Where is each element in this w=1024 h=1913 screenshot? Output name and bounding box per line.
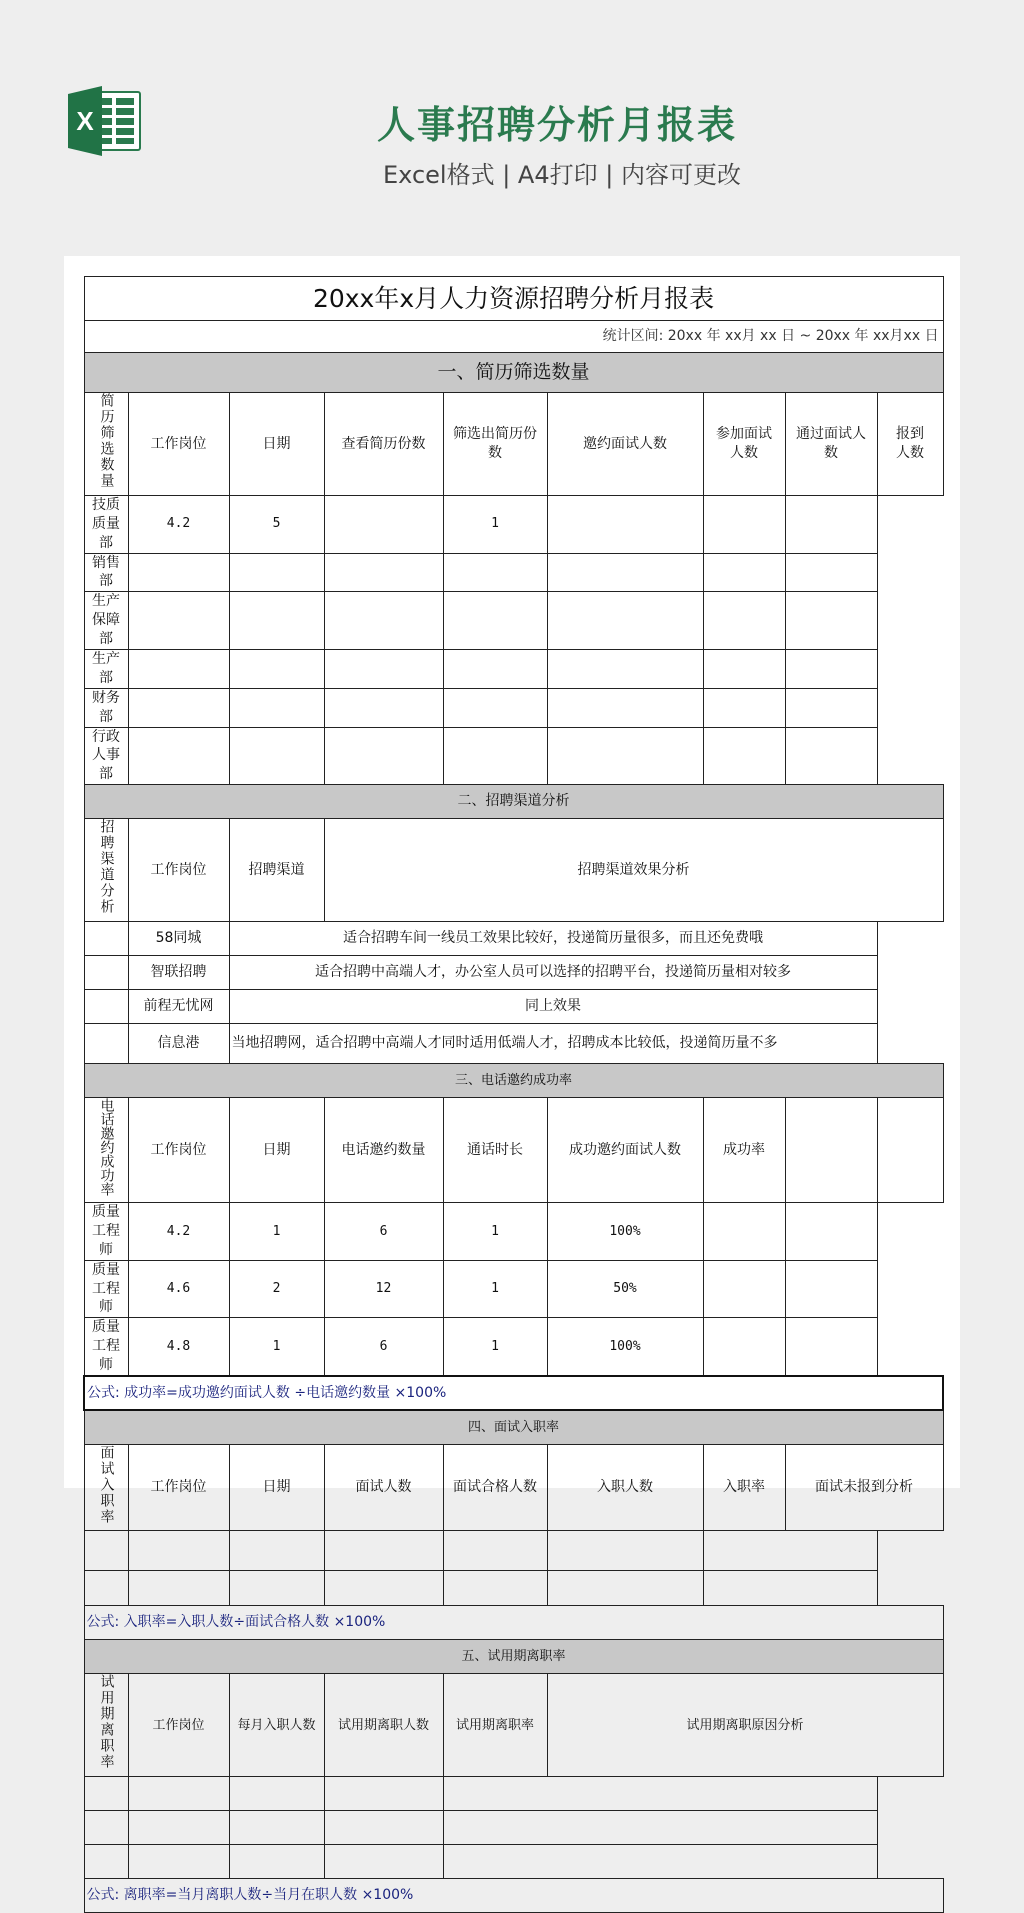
section-heading-resume: 一、简历筛选数量 [84, 353, 943, 393]
header-cell: 每月入职人数 [229, 1674, 324, 1777]
data-cell[interactable]: 1 [229, 1318, 324, 1376]
table-row [84, 553, 943, 592]
table-row [84, 650, 943, 689]
data-cell[interactable] [703, 592, 785, 650]
table-row [84, 1531, 943, 1571]
data-cell[interactable] [128, 1531, 229, 1571]
data-cell[interactable] [443, 1845, 877, 1879]
data-cell[interactable] [703, 727, 785, 785]
data-cell[interactable] [229, 1531, 324, 1571]
data-cell[interactable] [324, 553, 443, 592]
data-cell[interactable] [443, 1777, 877, 1811]
header-cell: 邀约面试人数 [547, 393, 703, 496]
data-cell[interactable] [128, 592, 229, 650]
header-cell: 参加面试人数 [703, 393, 785, 496]
report-title: 20xx年x月人力资源招聘分析月报表 [84, 277, 943, 321]
data-cell[interactable] [324, 592, 443, 650]
data-cell[interactable] [128, 688, 229, 727]
data-cell[interactable] [547, 495, 703, 553]
position-cell[interactable] [84, 1811, 128, 1845]
position-cell[interactable] [84, 1024, 128, 1064]
table-row [84, 990, 943, 1024]
header-cell: 入职人数 [547, 1444, 703, 1531]
data-cell[interactable] [229, 727, 324, 785]
position-cell[interactable]: 生产部 [84, 650, 128, 689]
data-cell[interactable] [703, 1571, 877, 1606]
side-label-onboard: 面试入职率 [84, 1444, 128, 1531]
data-cell[interactable] [324, 1777, 443, 1811]
data-cell[interactable] [229, 688, 324, 727]
header-cell [785, 1098, 877, 1203]
data-cell[interactable] [785, 1260, 877, 1318]
formula-onboard-rate: 公式: 入职率=入职人数÷面试合格人数 ×100% [84, 1606, 943, 1640]
position-cell[interactable]: 质量工程师 [84, 1260, 128, 1318]
data-cell[interactable]: 5 [229, 495, 324, 553]
header-cell: 试用期离职率 [443, 1674, 547, 1777]
data-cell[interactable] [324, 1571, 443, 1606]
header-cell: 面试未报到分析 [785, 1444, 943, 1531]
table-row [84, 727, 943, 785]
data-cell[interactable] [703, 688, 785, 727]
header-cell: 日期 [229, 1098, 324, 1203]
data-cell[interactable] [229, 1571, 324, 1606]
data-cell[interactable]: 1 [443, 1203, 547, 1261]
header-cell: 日期 [229, 1444, 324, 1531]
data-cell[interactable] [547, 650, 703, 689]
header-cell: 筛选出简历份数 [443, 393, 547, 496]
data-cell[interactable]: 同上效果 [229, 990, 877, 1024]
table-row [84, 495, 943, 553]
data-cell[interactable] [128, 553, 229, 592]
data-cell[interactable] [324, 495, 443, 553]
header-cell: 成功邀约面试人数 [547, 1098, 703, 1203]
table-row [84, 922, 943, 956]
data-cell[interactable] [703, 1260, 785, 1318]
data-cell[interactable]: 50% [547, 1260, 703, 1318]
data-cell[interactable] [785, 553, 877, 592]
header-cell: 面试人数 [324, 1444, 443, 1531]
header-cell: 试用期离职原因分析 [547, 1674, 943, 1777]
section-heading-phone: 三、电话邀约成功率 [84, 1064, 943, 1098]
header-cell: 报到人数 [877, 393, 943, 496]
data-cell[interactable]: 2 [229, 1260, 324, 1318]
banner [0, 0, 1024, 256]
header-cell: 查看简历份数 [324, 393, 443, 496]
report-table [83, 276, 944, 1913]
data-cell[interactable] [324, 688, 443, 727]
section-heading-channel: 二、招聘渠道分析 [84, 785, 943, 819]
data-cell[interactable] [443, 592, 547, 650]
header-cell: 面试合格人数 [443, 1444, 547, 1531]
header-cell: 通过面试人数 [785, 393, 877, 496]
data-cell[interactable] [785, 650, 877, 689]
data-cell[interactable]: 4.8 [128, 1318, 229, 1376]
data-cell[interactable] [443, 1811, 877, 1845]
header-cell: 工作岗位 [128, 1674, 229, 1777]
position-cell[interactable] [84, 1845, 128, 1879]
position-cell[interactable]: 销售部 [84, 553, 128, 592]
data-cell[interactable]: 智联招聘 [128, 956, 229, 990]
position-cell[interactable] [84, 1571, 128, 1606]
data-cell[interactable] [547, 1571, 703, 1606]
position-cell[interactable] [84, 1777, 128, 1811]
position-cell[interactable]: 行政人事部 [84, 727, 128, 785]
data-cell[interactable] [785, 1318, 877, 1376]
data-cell[interactable]: 4.2 [128, 1203, 229, 1261]
data-cell[interactable] [443, 553, 547, 592]
data-cell[interactable]: 58同城 [128, 922, 229, 956]
data-cell[interactable]: 信息港 [128, 1024, 229, 1064]
header-cell: 通话时长 [443, 1098, 547, 1203]
data-cell[interactable] [547, 553, 703, 592]
side-label-probation: 试用期离职率 [84, 1674, 128, 1777]
header-cell: 电话邀约数量 [324, 1098, 443, 1203]
side-label-phone: 电话邀约成功率 [84, 1098, 128, 1203]
position-cell[interactable] [84, 990, 128, 1024]
data-cell[interactable] [128, 1811, 229, 1845]
data-cell[interactable] [443, 1571, 547, 1606]
data-cell[interactable] [547, 592, 703, 650]
data-cell[interactable] [547, 727, 703, 785]
header-cell: 成功率 [703, 1098, 785, 1203]
section-heading-probation: 五、试用期离职率 [84, 1640, 943, 1674]
data-cell[interactable]: 当地招聘网，适合招聘中高端人才同时适用低端人才，招聘成本比较低，投递简历量不多 [229, 1024, 877, 1064]
data-cell[interactable] [324, 1811, 443, 1845]
header-cell: 工作岗位 [128, 1444, 229, 1531]
data-cell[interactable] [229, 553, 324, 592]
table-row [84, 1571, 943, 1606]
svg-text:X: X [76, 106, 94, 136]
data-cell[interactable] [229, 592, 324, 650]
data-cell[interactable] [128, 650, 229, 689]
position-cell[interactable] [84, 922, 128, 956]
data-cell[interactable] [443, 727, 547, 785]
position-cell[interactable]: 质量工程师 [84, 1318, 128, 1376]
banner-title: 人事招聘分析月报表 [376, 103, 737, 147]
data-cell[interactable] [324, 1845, 443, 1879]
header-cell: 招聘渠道 [229, 819, 324, 922]
table-row [84, 592, 943, 650]
data-cell[interactable] [128, 1571, 229, 1606]
data-cell[interactable] [703, 495, 785, 553]
position-cell[interactable]: 技质质量部 [84, 495, 128, 553]
data-cell[interactable] [324, 1531, 443, 1571]
data-cell[interactable] [547, 688, 703, 727]
formula-success-rate: 公式: 成功率=成功邀约面试人数 ÷电话邀约数量 ×100% [84, 1376, 943, 1410]
position-cell[interactable]: 生产保障部 [84, 592, 128, 650]
data-cell[interactable] [703, 553, 785, 592]
position-cell[interactable] [84, 1531, 128, 1571]
header-cell: 工作岗位 [128, 819, 229, 922]
position-cell[interactable]: 财务部 [84, 688, 128, 727]
data-cell[interactable]: 12 [324, 1260, 443, 1318]
table-row [84, 1845, 943, 1879]
data-cell[interactable]: 4.2 [128, 495, 229, 553]
data-cell[interactable] [443, 688, 547, 727]
table-row [84, 1811, 943, 1845]
table-row [84, 1024, 943, 1064]
position-cell[interactable] [84, 956, 128, 990]
data-cell[interactable] [443, 1531, 547, 1571]
data-cell[interactable] [128, 1777, 229, 1811]
data-cell[interactable] [324, 727, 443, 785]
formula-turnover-rate: 公式: 离职率=当月离职人数÷当月在职人数 ×100% [84, 1879, 943, 1913]
data-cell[interactable]: 1 [443, 1318, 547, 1376]
table-row [84, 956, 943, 990]
data-cell[interactable]: 100% [547, 1203, 703, 1261]
table-row [84, 688, 943, 727]
data-cell[interactable]: 前程无忧网 [128, 990, 229, 1024]
position-cell[interactable]: 质量工程师 [84, 1203, 128, 1261]
section-heading-onboard: 四、面试入职率 [84, 1410, 943, 1444]
data-cell[interactable]: 适合招聘中高端人才，办公室人员可以选择的招聘平台，投递简历量相对较多 [229, 956, 877, 990]
data-cell[interactable] [229, 1845, 324, 1879]
table-row [84, 1777, 943, 1811]
data-cell[interactable] [785, 495, 877, 553]
table-row [84, 1260, 943, 1318]
data-cell[interactable] [703, 1531, 877, 1571]
data-cell[interactable]: 100% [547, 1318, 703, 1376]
side-label-resume: 简历筛选数量 [84, 393, 128, 496]
data-cell[interactable] [547, 1531, 703, 1571]
header-cell: 入职率 [703, 1444, 785, 1531]
header-cell [877, 1098, 943, 1203]
data-cell[interactable]: 4.6 [128, 1260, 229, 1318]
data-cell[interactable] [128, 727, 229, 785]
data-cell[interactable] [128, 1845, 229, 1879]
data-cell[interactable] [443, 650, 547, 689]
data-cell[interactable]: 1 [443, 495, 547, 553]
data-cell[interactable] [785, 727, 877, 785]
table-row [84, 1203, 943, 1261]
data-cell[interactable] [785, 592, 877, 650]
data-cell[interactable] [785, 688, 877, 727]
side-label-channel: 招聘渠道分析 [84, 819, 128, 922]
table-row [84, 1318, 943, 1376]
data-cell[interactable] [229, 650, 324, 689]
data-cell[interactable] [229, 1777, 324, 1811]
header-cell: 招聘渠道效果分析 [324, 819, 943, 922]
data-cell[interactable] [703, 1203, 785, 1261]
data-cell[interactable]: 6 [324, 1318, 443, 1376]
date-range[interactable]: 统计区间: 20xx 年 xx月 xx 日 ~ 20xx 年 xx月xx 日 [84, 321, 943, 353]
data-cell[interactable]: 1 [443, 1260, 547, 1318]
data-cell[interactable] [229, 1811, 324, 1845]
banner-subtitle: Excel格式 | A4打印 | 内容可更改 [383, 161, 741, 189]
header-cell: 日期 [229, 393, 324, 496]
data-cell[interactable]: 适合招聘车间一线员工效果比较好，投递简历量很多，而且还免费哦 [229, 922, 877, 956]
header-cell: 工作岗位 [128, 1098, 229, 1203]
data-cell[interactable] [703, 1318, 785, 1376]
data-cell[interactable] [324, 650, 443, 689]
header-cell: 工作岗位 [128, 393, 229, 496]
data-cell[interactable] [703, 650, 785, 689]
data-cell[interactable]: 6 [324, 1203, 443, 1261]
header-cell: 试用期离职人数 [324, 1674, 443, 1777]
data-cell[interactable]: 1 [229, 1203, 324, 1261]
data-cell[interactable] [785, 1203, 877, 1261]
